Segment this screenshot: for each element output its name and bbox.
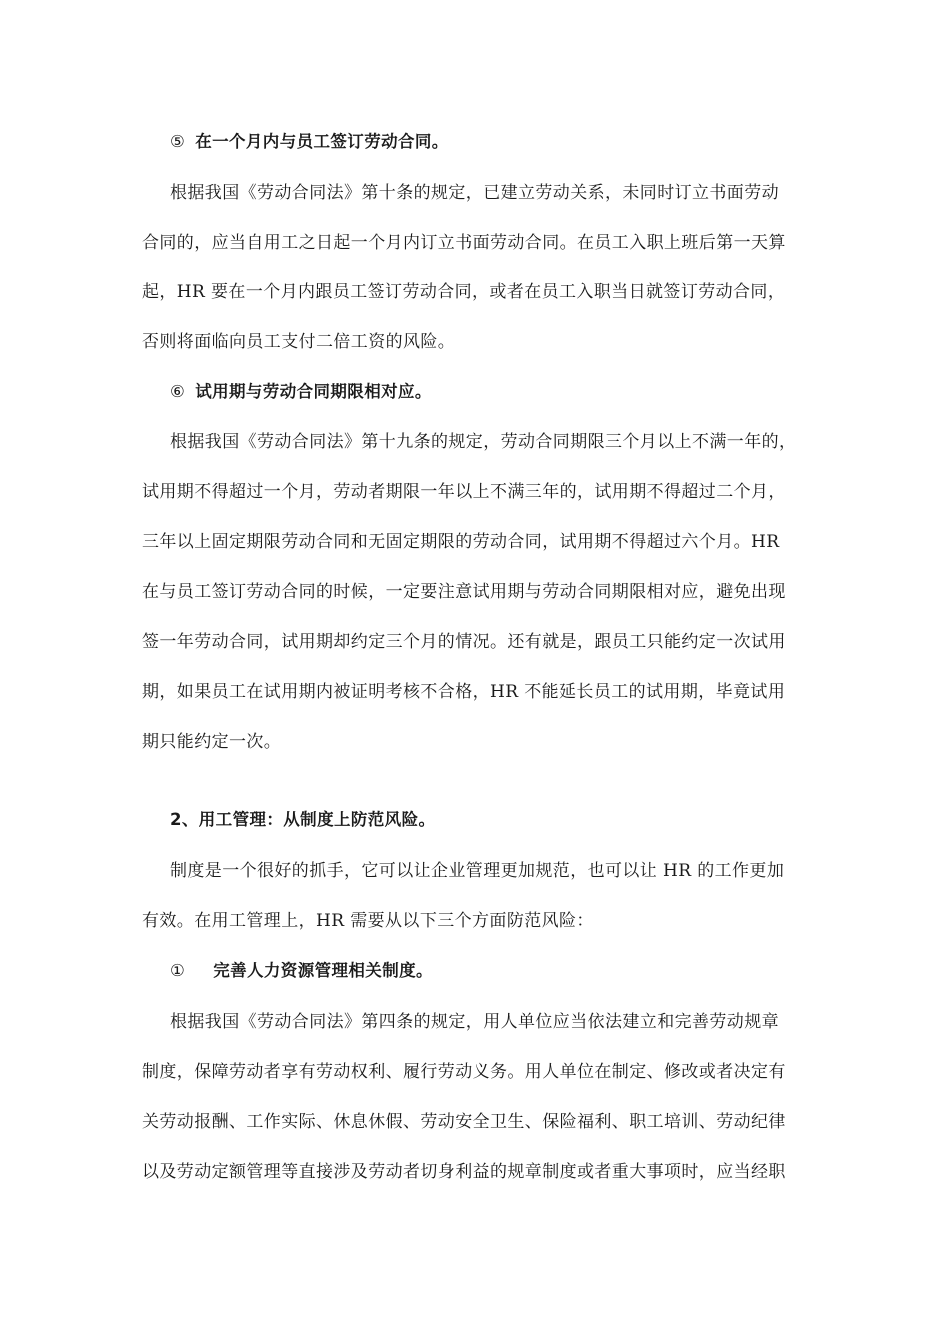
paragraph-line: 关劳动报酬、工作实际、休息休假、劳动安全卫生、保险福利、职工培训、劳动纪律 (142, 1112, 786, 1132)
paragraph-line: 试用期不得超过一个月，劳动者期限一年以上不满三年的，试用期不得超过二个月， (142, 482, 786, 502)
paragraph-line: 根据我国《劳动合同法》第十条的规定，已建立劳动关系，未同时订立书面劳动 (170, 183, 779, 203)
section-heading (170, 960, 433, 982)
heading-text: 2、用工管理：从制度上防范风险。 (170, 810, 436, 829)
paragraph-line: 在与员工签订劳动合同的时候，一定要注意试用期与劳动合同期限相对应，避免出现 (142, 582, 786, 602)
paragraph-line: 以及劳动定额管理等直接涉及劳动者切身利益的规章制度或者重大事项时，应当经职 (142, 1162, 786, 1182)
paragraph-line: 制度是一个很好的抓手，它可以让企业管理更加规范，也可以让 HR 的工作更加 (170, 861, 785, 881)
paragraph-line: 制度，保障劳动者享有劳动权利、履行劳动义务。用人单位在制定、修改或者决定有 (142, 1062, 786, 1082)
section-heading (170, 381, 432, 403)
section-heading (170, 131, 449, 153)
heading-text: 在一个月内与员工签订劳动合同。 (195, 132, 449, 151)
paragraph-line: 有效。在用工管理上，HR 需要从以下三个方面防范风险： (142, 911, 594, 931)
heading-marker: ⑥ (170, 382, 186, 401)
heading-text: 试用期与劳动合同期限相对应。 (195, 382, 432, 401)
heading-marker: ① (170, 961, 186, 980)
paragraph-line: 起，HR 要在一个月内跟员工签订劳动合同，或者在员工入职当日就签订劳动合同， (142, 282, 786, 302)
heading-text: 完善人力资源管理相关制度。 (213, 961, 433, 980)
paragraph-line: 三年以上固定期限劳动合同和无固定期限的劳动合同，试用期不得超过六个月。HR (142, 532, 780, 552)
section-heading (170, 809, 435, 831)
paragraph-line: 否则将面临向员工支付二倍工资的风险。 (142, 332, 456, 352)
paragraph-line: 期，如果员工在试用期内被证明考核不合格，HR 不能延长员工的试用期，毕竟试用 (142, 682, 786, 702)
paragraph-line: 合同的，应当自用工之日起一个月内订立书面劳动合同。在员工入职上班后第一天算 (142, 233, 786, 253)
heading-marker: ⑤ (170, 132, 186, 151)
paragraph-line: 签一年劳动合同，试用期却约定三个月的情况。还有就是，跟员工只能约定一次试用 (142, 632, 786, 652)
paragraph-line: 期只能约定一次。 (142, 732, 282, 752)
paragraph-line: 根据我国《劳动合同法》第十九条的规定，劳动合同期限三个月以上不满一年的， (170, 432, 797, 452)
paragraph-line: 根据我国《劳动合同法》第四条的规定，用人单位应当依法建立和完善劳动规章 (170, 1012, 779, 1032)
